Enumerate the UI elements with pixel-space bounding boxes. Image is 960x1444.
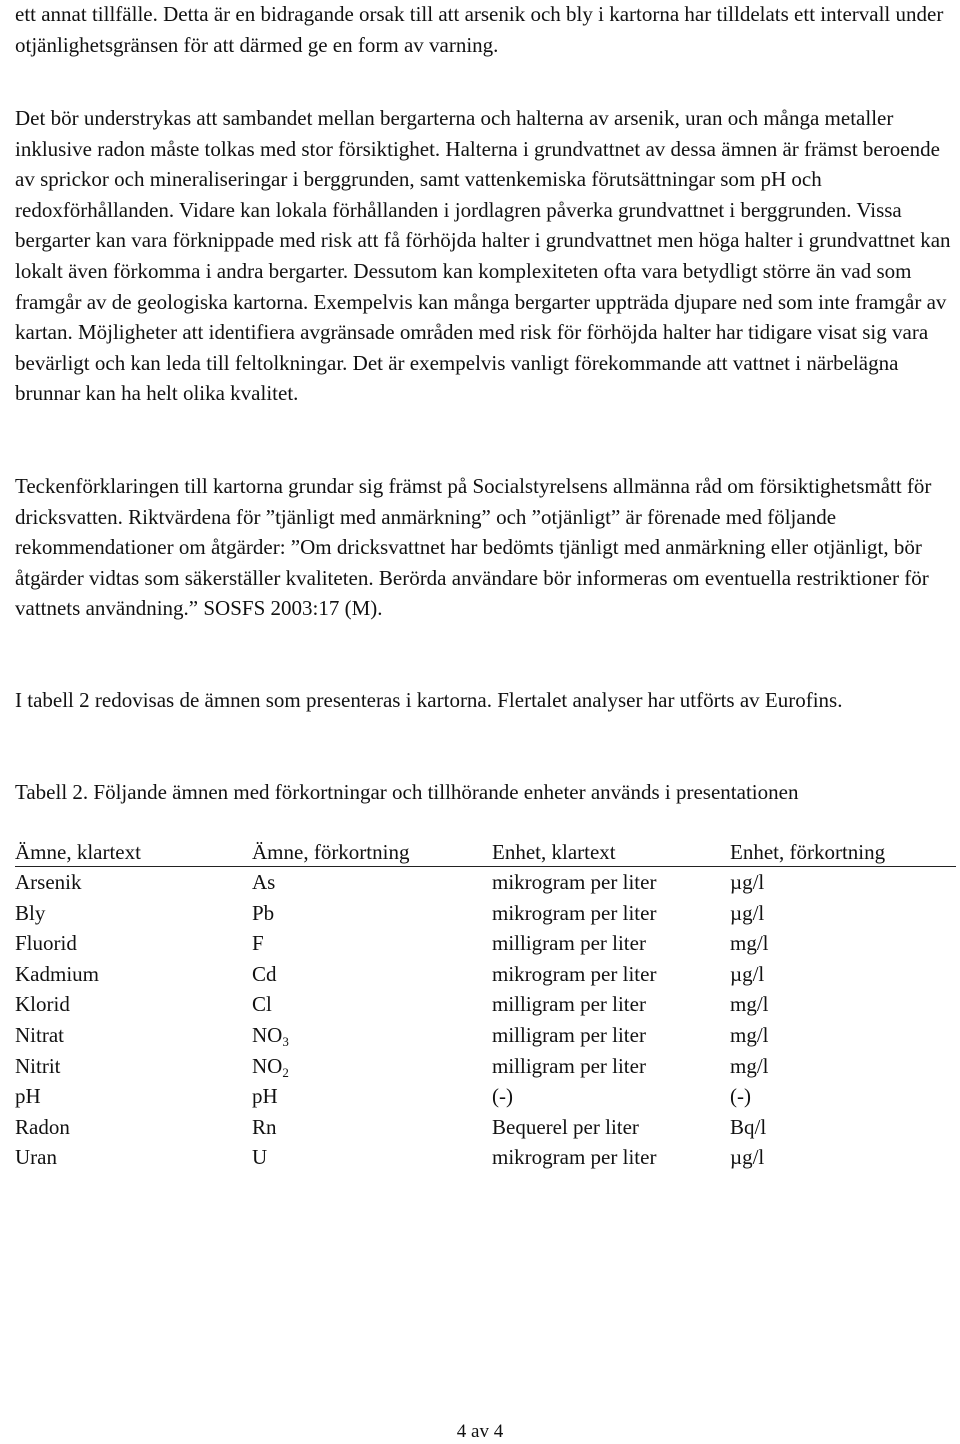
cell-abbreviation bbox=[252, 989, 492, 1020]
cell-name-text: Bly bbox=[15, 900, 46, 925]
cell-abbreviation bbox=[252, 898, 492, 929]
cell-unit bbox=[492, 959, 730, 990]
cell-abbreviation-text: pH bbox=[252, 1084, 278, 1109]
cell-abbreviation-text: NO bbox=[252, 1022, 283, 1047]
cell-unit-text: milligram per liter bbox=[492, 1022, 646, 1047]
table-row bbox=[15, 867, 956, 898]
cell-abbreviation-text: U bbox=[252, 1145, 268, 1170]
cell-name bbox=[15, 1112, 252, 1143]
cell-unit-abbreviation-text: µg/l bbox=[730, 1145, 765, 1170]
cell-unit bbox=[492, 1020, 730, 1051]
paragraph-intro: ett annat tillfälle. Detta är en bidragande orsak till att arsenik och bly i kartorna har tilldelats ett intervall under otjänlighetsgränsen för att därmed ge en form av varning. bbox=[15, 2, 944, 57]
cell-unit-abbreviation-text: mg/l bbox=[730, 992, 769, 1017]
substances-table bbox=[15, 838, 956, 1173]
cell-abbreviation bbox=[252, 1112, 492, 1143]
cell-name bbox=[15, 1081, 252, 1112]
cell-unit-abbreviation-text: mg/l bbox=[730, 1022, 769, 1047]
cell-unit bbox=[492, 867, 730, 898]
cell-unit-abbreviation-text: µg/l bbox=[730, 900, 765, 925]
cell-abbreviation-text: NO bbox=[252, 1053, 283, 1078]
cell-unit-text: milligram per liter bbox=[492, 931, 646, 956]
cell-abbreviation-text: Cd bbox=[252, 961, 277, 986]
cell-unit bbox=[492, 898, 730, 929]
cell-abbreviation-text: Rn bbox=[252, 1114, 277, 1139]
table-row bbox=[15, 1051, 956, 1082]
table-row bbox=[15, 1081, 956, 1112]
cell-abbreviation bbox=[252, 928, 492, 959]
cell-abbreviation bbox=[252, 1020, 492, 1051]
cell-name bbox=[15, 989, 252, 1020]
cell-abbreviation-text: As bbox=[252, 870, 276, 894]
cell-unit-text: mikrogram per liter bbox=[492, 1145, 657, 1170]
cell-unit bbox=[492, 928, 730, 959]
cell-unit-text: milligram per liter bbox=[492, 1053, 646, 1078]
cell-unit-abbreviation bbox=[730, 1142, 956, 1173]
cell-abbreviation bbox=[252, 959, 492, 990]
cell-abbreviation bbox=[252, 1081, 492, 1112]
cell-unit-text: mikrogram per liter bbox=[492, 961, 657, 986]
cell-unit-abbreviation bbox=[730, 1081, 956, 1112]
table-row bbox=[15, 989, 956, 1020]
table-header-row bbox=[15, 838, 956, 867]
table-row bbox=[15, 928, 956, 959]
paragraph-legend: Teckenförklaringen till kartorna grundar sig främst på Socialstyrelsens allmänna råd om försiktighetsmått för dricksvatten. Riktvärdena för ”tjänligt med anmärkning” och ”otjänligt” är förenade med följande rekommendationer om åtgärder: ”Om dricksvattnet har bedömts tjänligt med anmärkning eller otjänligt, bör åtgärder vidtas som säkerställer kvaliteten. Berörda användare bör informeras om eventuella restriktioner för vattnets användning.” SOSFS 2003:17 (M). bbox=[15, 474, 932, 621]
cell-unit-abbreviation-text: mg/l bbox=[730, 1053, 769, 1078]
cell-unit-abbreviation bbox=[730, 867, 956, 898]
header-abbreviation: Ämne, förkortning bbox=[252, 838, 492, 867]
header-unit: Enhet, klartext bbox=[492, 838, 730, 867]
header-unit-abbreviation: Enhet, förkortning bbox=[730, 838, 956, 867]
cell-name-text: Radon bbox=[15, 1114, 70, 1139]
cell-name-text: Klorid bbox=[15, 992, 70, 1017]
cell-unit bbox=[492, 1112, 730, 1143]
cell-name-text: pH bbox=[15, 1084, 41, 1109]
table-row bbox=[15, 1112, 956, 1143]
cell-unit-abbreviation bbox=[730, 1112, 956, 1143]
cell-name-text: Arsenik bbox=[15, 870, 82, 894]
header-name: Ämne, klartext bbox=[15, 838, 252, 867]
cell-name bbox=[15, 898, 252, 929]
table-row bbox=[15, 1142, 956, 1173]
cell-unit-text: (-) bbox=[492, 1084, 513, 1109]
cell-unit-text: Bequerel per liter bbox=[492, 1114, 639, 1139]
cell-name bbox=[15, 928, 252, 959]
cell-abbreviation bbox=[252, 1142, 492, 1173]
cell-unit bbox=[492, 1051, 730, 1082]
chemical-subscript: 2 bbox=[282, 1064, 289, 1080]
cell-unit-abbreviation-text: mg/l bbox=[730, 931, 769, 956]
cell-unit-abbreviation-text: (-) bbox=[730, 1084, 751, 1109]
cell-unit-abbreviation bbox=[730, 928, 956, 959]
table-row bbox=[15, 1020, 956, 1051]
chemical-subscript: 3 bbox=[282, 1033, 289, 1049]
cell-unit-abbreviation bbox=[730, 898, 956, 929]
cell-unit-abbreviation bbox=[730, 1051, 956, 1082]
cell-name-text: Nitrit bbox=[15, 1053, 61, 1078]
cell-unit bbox=[492, 989, 730, 1020]
cell-unit-abbreviation-text: Bq/l bbox=[730, 1114, 767, 1139]
cell-unit bbox=[492, 1081, 730, 1112]
cell-abbreviation-text: Pb bbox=[252, 900, 275, 925]
cell-abbreviation-text: F bbox=[252, 931, 264, 956]
cell-name bbox=[15, 959, 252, 990]
paragraph-interpretation: Det bör understrykas att sambandet mellan bergarterna och halterna av arsenik, uran och många metaller inklusive radon måste tolkas med stor försiktighet. Halterna i grundvattnet av dessa ämnen är främst beroende av sprickor och mineraliseringar i berggrunden, samt vattenkemiska förutsättningar som pH och redoxförhållanden. Vidare kan lokala förhållanden i jordlagren påverka grundvattnet i berggrunden. Vissa bergarter kan vara förknippade med risk att få förhöjda halter i grundvattnet men höga halter i grundvattnet kan lokalt även förkomma i andra bergarter. Dessutom kan komplexiteten ofta vara betydligt större än vad som framgår av de geologiska kartorna. Exempelvis kan många bergarter uppträda djupare ned som inte framgår av kartan. Möjligheter att identifiera avgränsade områden med risk för förhöjda halter har tidigare visat sig vara bevärligt och kan leda till feltolkningar. Det är exempelvis vanligt förekommande att vattnet i närbelägna brunnar kan ha helt olika kvalitet. bbox=[15, 106, 951, 406]
cell-unit-text: mikrogram per liter bbox=[492, 900, 657, 925]
table-row bbox=[15, 959, 956, 990]
cell-name-text: Kadmium bbox=[15, 961, 99, 986]
page-number: 4 av 4 bbox=[456, 1421, 504, 1442]
cell-name bbox=[15, 1020, 252, 1051]
cell-unit-text: milligram per liter bbox=[492, 992, 646, 1017]
cell-unit-abbreviation-text: µg/l bbox=[730, 870, 765, 894]
cell-unit-abbreviation bbox=[730, 989, 956, 1020]
cell-name-text: Uran bbox=[15, 1145, 57, 1170]
table-row bbox=[15, 898, 956, 929]
cell-unit-abbreviation-text: µg/l bbox=[730, 961, 765, 986]
cell-name bbox=[15, 867, 252, 898]
cell-unit-abbreviation bbox=[730, 1020, 956, 1051]
cell-unit bbox=[492, 1142, 730, 1173]
table-body bbox=[15, 867, 956, 1173]
cell-name bbox=[15, 1051, 252, 1082]
cell-unit-text: mikrogram per liter bbox=[492, 870, 657, 894]
cell-name bbox=[15, 1142, 252, 1173]
cell-name-text: Fluorid bbox=[15, 931, 77, 956]
table-caption: Tabell 2. Följande ämnen med förkortningar och tillhörande enheter används i presentationen bbox=[15, 780, 799, 804]
cell-name-text: Nitrat bbox=[15, 1022, 64, 1047]
cell-unit-abbreviation bbox=[730, 959, 956, 990]
cell-abbreviation-text: Cl bbox=[252, 992, 272, 1017]
cell-abbreviation bbox=[252, 1051, 492, 1082]
cell-abbreviation bbox=[252, 867, 492, 898]
paragraph-table-intro: I tabell 2 redovisas de ämnen som presenteras i kartorna. Flertalet analyser har utförts av Eurofins. bbox=[15, 688, 843, 712]
